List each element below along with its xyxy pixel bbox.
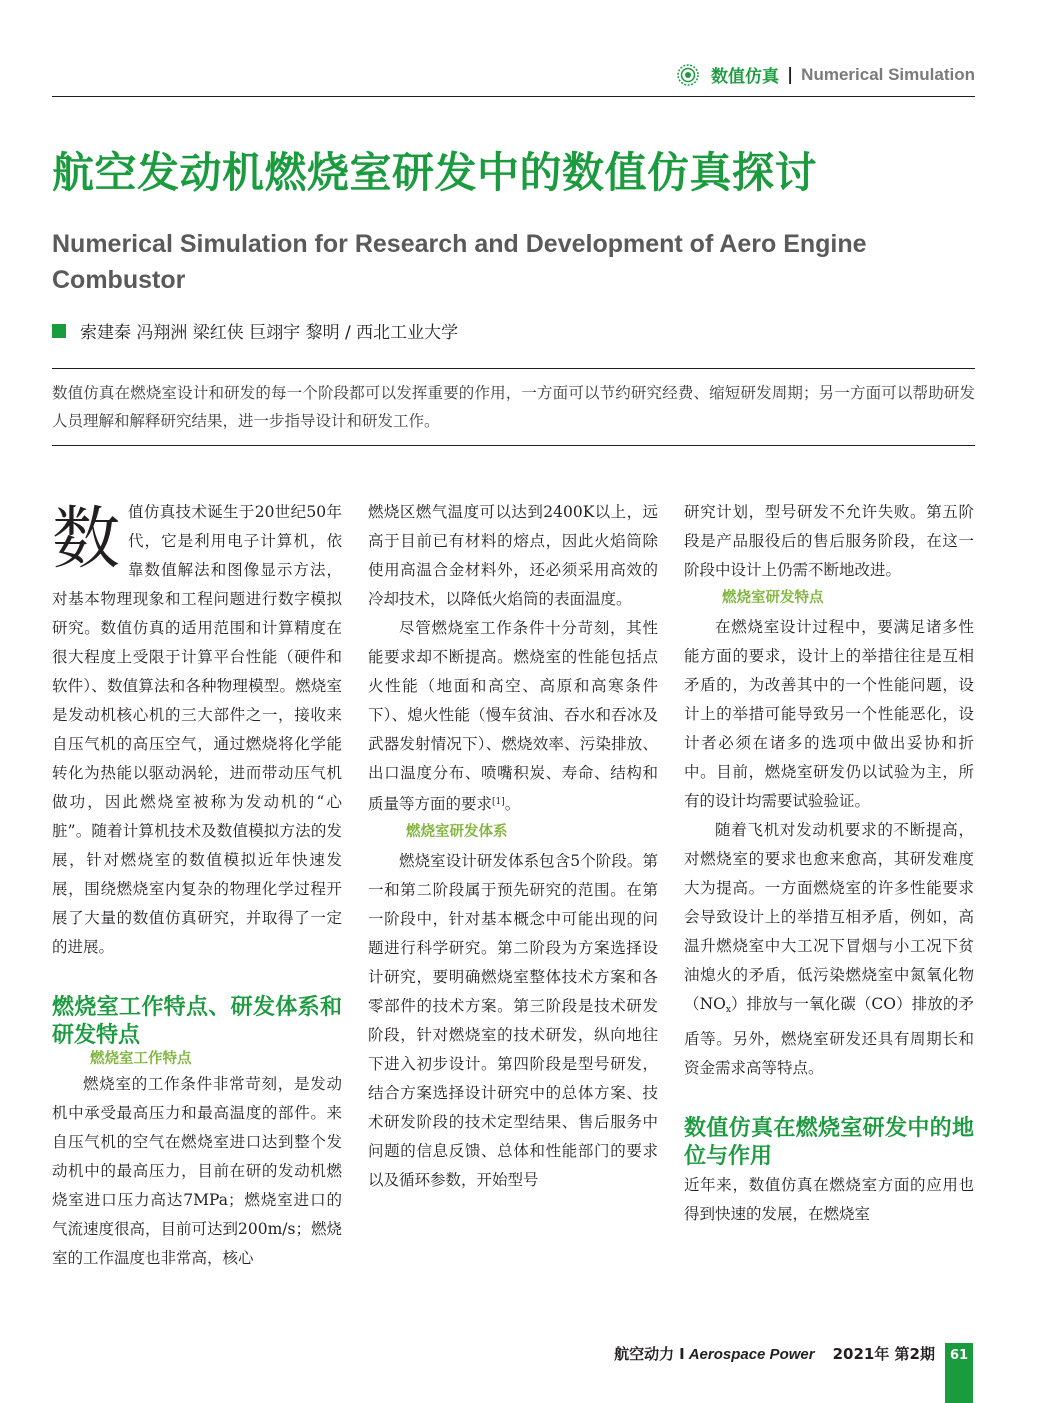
author-marker-icon	[52, 324, 66, 338]
body-column-1	[52, 498, 342, 1273]
subheading-rd-characteristics: 燃烧室研发特点	[722, 590, 824, 606]
body-paragraph: 燃烧室设计研发体系包含5个阶段。第一和第二阶段属于预先研究的范围。在第一阶段中，针对基本概念中可能出现的问题进行科学研究。第二阶段为方案选择设计研究，要明确燃烧室整体技术方案和各零部件的技术方案。第三阶段是技术研发阶段，针对燃烧室的技术研发，纵向地往下进入初步设计。第四阶段是型号研发，结合方案选择设计研究中的总体方案、技术研发阶段的技术定型结果、售后服务中问题的信息反馈、总体和性能部门的要求以及循环参数，开始型号	[368, 852, 658, 1189]
header-section-label	[677, 62, 975, 87]
header-separator: |	[786, 64, 794, 85]
body-paragraph: 燃烧区燃气温度可以达到2400K以上，远高于目前已有材料的熔点，因此火焰筒除使用高温合金材料外，还必须采用高效的冷却技术，以降低火焰筒的表面温度。	[368, 503, 658, 608]
running-header	[52, 56, 975, 97]
body-paragraph: 研究计划，型号研发不允许失败。第五阶段是产品服役后的售后服务阶段，在这一阶段中设计上仍需不断地改进。	[684, 503, 974, 579]
body-paragraph: 在燃烧室设计过程中，要满足诸多性能方面的要求，设计上的举措往往是互相矛盾的，为改善其中的一个性能问题，设计上的举措可能导致另一个性能恶化，设计者必须在诸多的选项中做出妥协和折中。目前，燃烧室研发仍以试验为主，所有的设计均需要试验验证。	[684, 618, 974, 810]
journal-separator: I	[679, 1345, 685, 1363]
body-paragraph: 近年来，数值仿真在燃烧室方面的应用也得到快速的发展，在燃烧室	[684, 1176, 974, 1223]
article-title-en: Numerical Simulation for Research and Development of Aero Engine Combustor	[52, 230, 867, 294]
subscript-x: x	[725, 1005, 731, 1015]
section-heading-2: 数值仿真在燃烧室研发中的地位与作用	[684, 1116, 974, 1169]
body-paragraph: 尽管燃烧室工作条件十分苛刻，其性能要求却不断提高。燃烧室的性能包括点火性能（地面和高空、高原和高寒条件下）、熄火性能（慢车贫油、吞水和吞冰及武器发射情况下）、燃烧效率、污染排放、出口温度分布、喷嘴积炭、寿命、结构和质量等方面的要求[1]。	[368, 619, 658, 813]
author-list: 索建秦 冯翔洲 梁红侠 巨翊宇 黎明 / 西北工业大学	[80, 323, 459, 343]
author-line	[52, 318, 458, 343]
journal-name-cn: 航空动力	[614, 1345, 675, 1363]
body-paragraph: 随着飞机对发动机要求的不断提高，对燃烧室的要求也愈来愈高，其研发难度大为提高。一方面燃烧室的许多性能要求会导致设计上的举措互相矛盾，例如，高温升燃烧室中大工况下冒烟与小工况下贫油熄火的矛盾，低污染燃烧室中氮氧化物$(NO_x)$排放与一氧化碳（CO）排放的矛盾等。另外，燃烧室研发还具有周期长和资金需求高等特点。	[684, 821, 974, 1077]
subheading-rd-system: 燃烧室研发体系	[406, 824, 508, 840]
running-footer	[614, 1343, 935, 1364]
section-name-en: Numerical Simulation	[801, 64, 975, 84]
page-number: 61	[945, 1343, 973, 1403]
journal-name-en: Aerospace Power	[688, 1346, 815, 1363]
intro-paragraph: 数值仿真技术诞生于20世纪50年代，它是利用电子计算机，依靠数值解法和图像显示方法，对基本物理现象和工程问题进行数字模拟研究。数值仿真的适用范围和计算精度在很大程度上受限于计算平台性能（硬件和软件）、数值算法和各种物理模型。燃烧室是发动机核心机的三大部件之一，接收来自压气机的高压空气，通过燃烧将化学能转化为热能以驱动涡轮，进而带动压气机做功，因此燃烧室被称为发动机的“心脏”。随着计算机技术及数值模拟方法的发展，针对燃烧室的数值模拟近年快速发展，围绕燃烧室内复杂的物理化学过程开展了大量的数值仿真研究，并取得了一定的进展。	[52, 500, 342, 956]
section-logo-icon	[677, 64, 699, 86]
body-paragraph: 燃烧室的工作条件非常苛刻，是发动机中承受最高压力和最高温度的部件。来自压气机的空气在燃烧室进口达到整个发动机中的最高压力，目前在研的发动机燃烧室进口压力高达7MPa；燃烧室进口的气流速度很高，目前可达到200m/s；燃烧室的工作温度也非常高，核心	[52, 1075, 342, 1267]
issue-label: 2021年 第2期	[832, 1345, 935, 1363]
subheading-working-characteristics: 燃烧室工作特点	[90, 1051, 192, 1067]
section-name-cn: 数值仿真	[710, 67, 779, 87]
article-title-cn: 航空发动机燃烧室研发中的数值仿真探讨	[52, 148, 818, 197]
drop-cap: 数	[52, 500, 121, 579]
section-heading-1: 燃烧室工作特点、研发体系和研发特点	[52, 995, 342, 1048]
abstract-box	[52, 368, 975, 446]
body-column-3	[684, 498, 974, 1229]
abstract-text: 数值仿真在燃烧室设计和研发的每一个阶段都可以发挥重要的作用，一方面可以节约研究经费、缩短研发周期；另一方面可以帮助研发人员理解和解释研究结果，进一步指导设计和研发工作。	[52, 384, 975, 430]
citation-ref: [1]	[492, 797, 505, 807]
body-column-2	[368, 498, 658, 1195]
